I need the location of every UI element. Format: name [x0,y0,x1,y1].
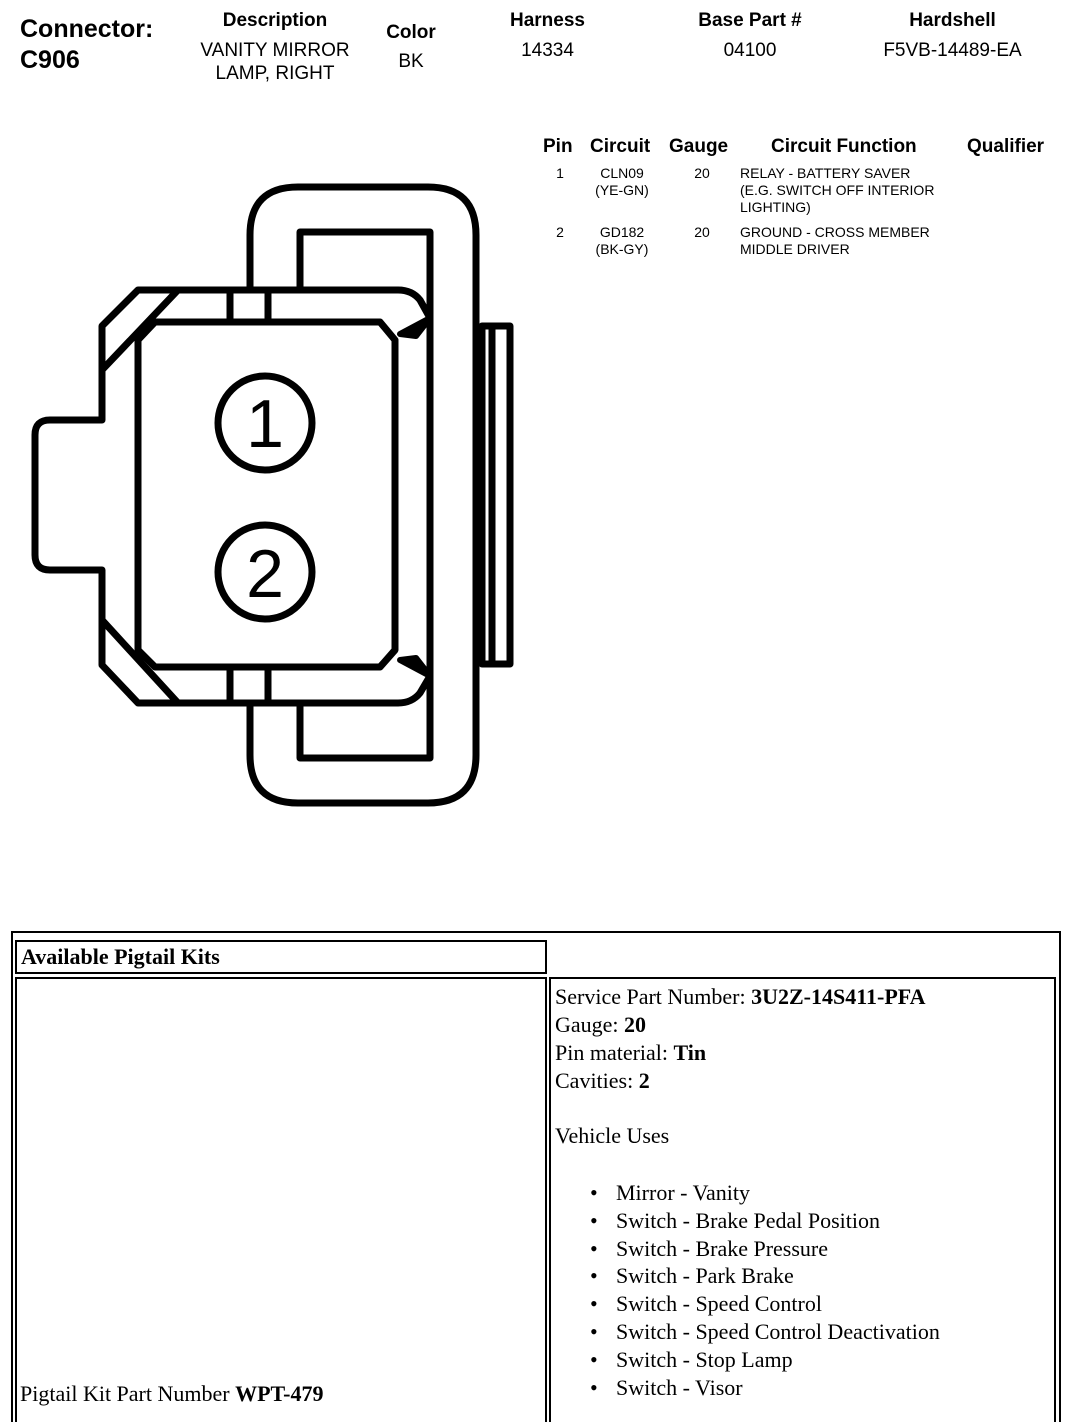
vehicle-use-item [590,1262,1050,1290]
color-value: BK [398,51,424,72]
vehicle-use-text: Switch - Speed Control Deactivation [616,1318,940,1344]
cavities-value: 2 [638,1068,650,1093]
harness-value: 14334 [521,40,574,61]
bullet-icon: • [590,1207,598,1233]
base-part-value: 04100 [723,40,777,61]
bullet-icon: • [590,1346,598,1372]
latch-arrow-top [400,318,430,336]
gauge-label: Gauge: [555,1012,625,1037]
latch-arrow-bottom [400,658,430,676]
circuit-header: Circuit [590,136,651,157]
pigtail-spec-cell [549,977,1056,1422]
gauge-header: Gauge [669,136,729,157]
bullet-icon: • [590,1291,598,1317]
pin-2-label: 2 [246,536,284,612]
cavities-line [555,1067,1050,1095]
hardshell-value: F5VB-14489-EA [883,40,1022,61]
vehicle-use-item [590,1374,1050,1402]
hardshell-column [860,10,1045,62]
vehicle-use-item [590,1346,1050,1374]
vehicle-use-item [590,1318,1050,1346]
vehicle-uses-list [590,1179,1050,1401]
gauge-line [555,1011,1050,1039]
pin-material-line [555,1039,1050,1067]
bullet-icon: • [590,1180,598,1205]
function-line: LIGHTING) [740,199,811,215]
vehicle-use-item [590,1179,1050,1207]
function-line: (E.G. SWITCH OFF INTERIOR [740,182,935,198]
table-row-2-circuit [582,224,662,258]
pin-material-label: Pin material: [555,1040,674,1065]
connector-face-diagram [0,170,540,820]
service-part-label: Service Part Number: [555,984,752,1009]
circuit-code: CLN09 [600,165,644,181]
service-part-value: 3U2Z-14S411-PFA [751,984,926,1009]
pigtail-kit-label: Pigtail Kit Part Number [20,1381,236,1406]
pigtail-title-cell [15,940,547,974]
description-line-2: LAMP, RIGHT [215,63,335,84]
vehicle-use-text: Switch - Park Brake [616,1263,794,1289]
description-line-1: VANITY MIRROR [200,40,350,61]
base-part-label: Base Part # [698,10,802,31]
bullet-icon: • [590,1318,598,1344]
vehicle-use-text: Switch - Visor [616,1374,743,1400]
vehicle-use-text: Switch - Speed Control [616,1291,822,1317]
hardshell-label: Hardshell [909,10,996,31]
function-line: MIDDLE DRIVER [740,241,850,257]
latch-inner-loop [300,232,430,758]
gauge-value: 20 [624,1012,647,1037]
service-part-line [555,983,1050,1011]
pigtail-kit-number-line [20,1381,324,1407]
base-part-column [670,10,830,62]
connector-id: C906 [20,46,80,74]
description-column [170,10,380,85]
bullet-icon: • [590,1235,598,1261]
table-row-2-pin: 2 [556,224,564,240]
latch-outer-loop [250,187,476,803]
vehicle-use-text: Switch - Stop Lamp [616,1346,793,1372]
function-line: RELAY - BATTERY SAVER [740,165,911,181]
table-row-1-function [740,165,970,216]
connector-body-outline [35,290,430,703]
table-row-2-gauge: 20 [694,224,710,240]
color-label: Color [386,22,436,43]
vehicle-use-text: Mirror - Vanity [616,1180,751,1205]
qualifier-header: Qualifier [967,136,1045,157]
vehicle-use-text: Switch - Brake Pressure [616,1235,829,1261]
vehicle-use-item [590,1235,1050,1263]
connector-heading [20,14,153,76]
table-row-1-pin: 1 [556,165,564,181]
circuit-code: GD182 [599,224,645,240]
pin-material-value: Tin [673,1040,707,1065]
table-row-2-function [740,224,970,258]
pigtail-kit-number: WPT-479 [235,1381,324,1406]
pin-header: Pin [543,136,573,157]
harness-column [480,10,615,62]
color-column [370,22,452,73]
description-label: Description [222,10,328,31]
pigtail-kit-cell [15,977,547,1422]
tpa-block [482,326,510,664]
vehicle-use-item [590,1290,1050,1318]
pin-1-label: 1 [246,386,284,462]
function-header: Circuit Function [771,136,917,157]
cavities-label: Cavities: [555,1068,639,1093]
circuit-color: (BK-GY) [595,241,649,257]
table-row-1-circuit [582,165,662,199]
vehicle-use-item [590,1207,1050,1235]
pigtail-title: Available Pigtail Kits [21,944,220,969]
bullet-icon: • [590,1263,598,1289]
bullet-icon: • [590,1374,598,1400]
connector-label: Connector: [20,15,154,43]
harness-label: Harness [510,10,585,31]
table-row-1-gauge: 20 [694,165,710,181]
function-line: GROUND - CROSS MEMBER [740,224,930,240]
circuit-color: (YE-GN) [595,182,649,198]
vehicle-uses-heading: Vehicle Uses [555,1123,670,1148]
vehicle-use-text: Switch - Brake Pedal Position [616,1207,880,1233]
